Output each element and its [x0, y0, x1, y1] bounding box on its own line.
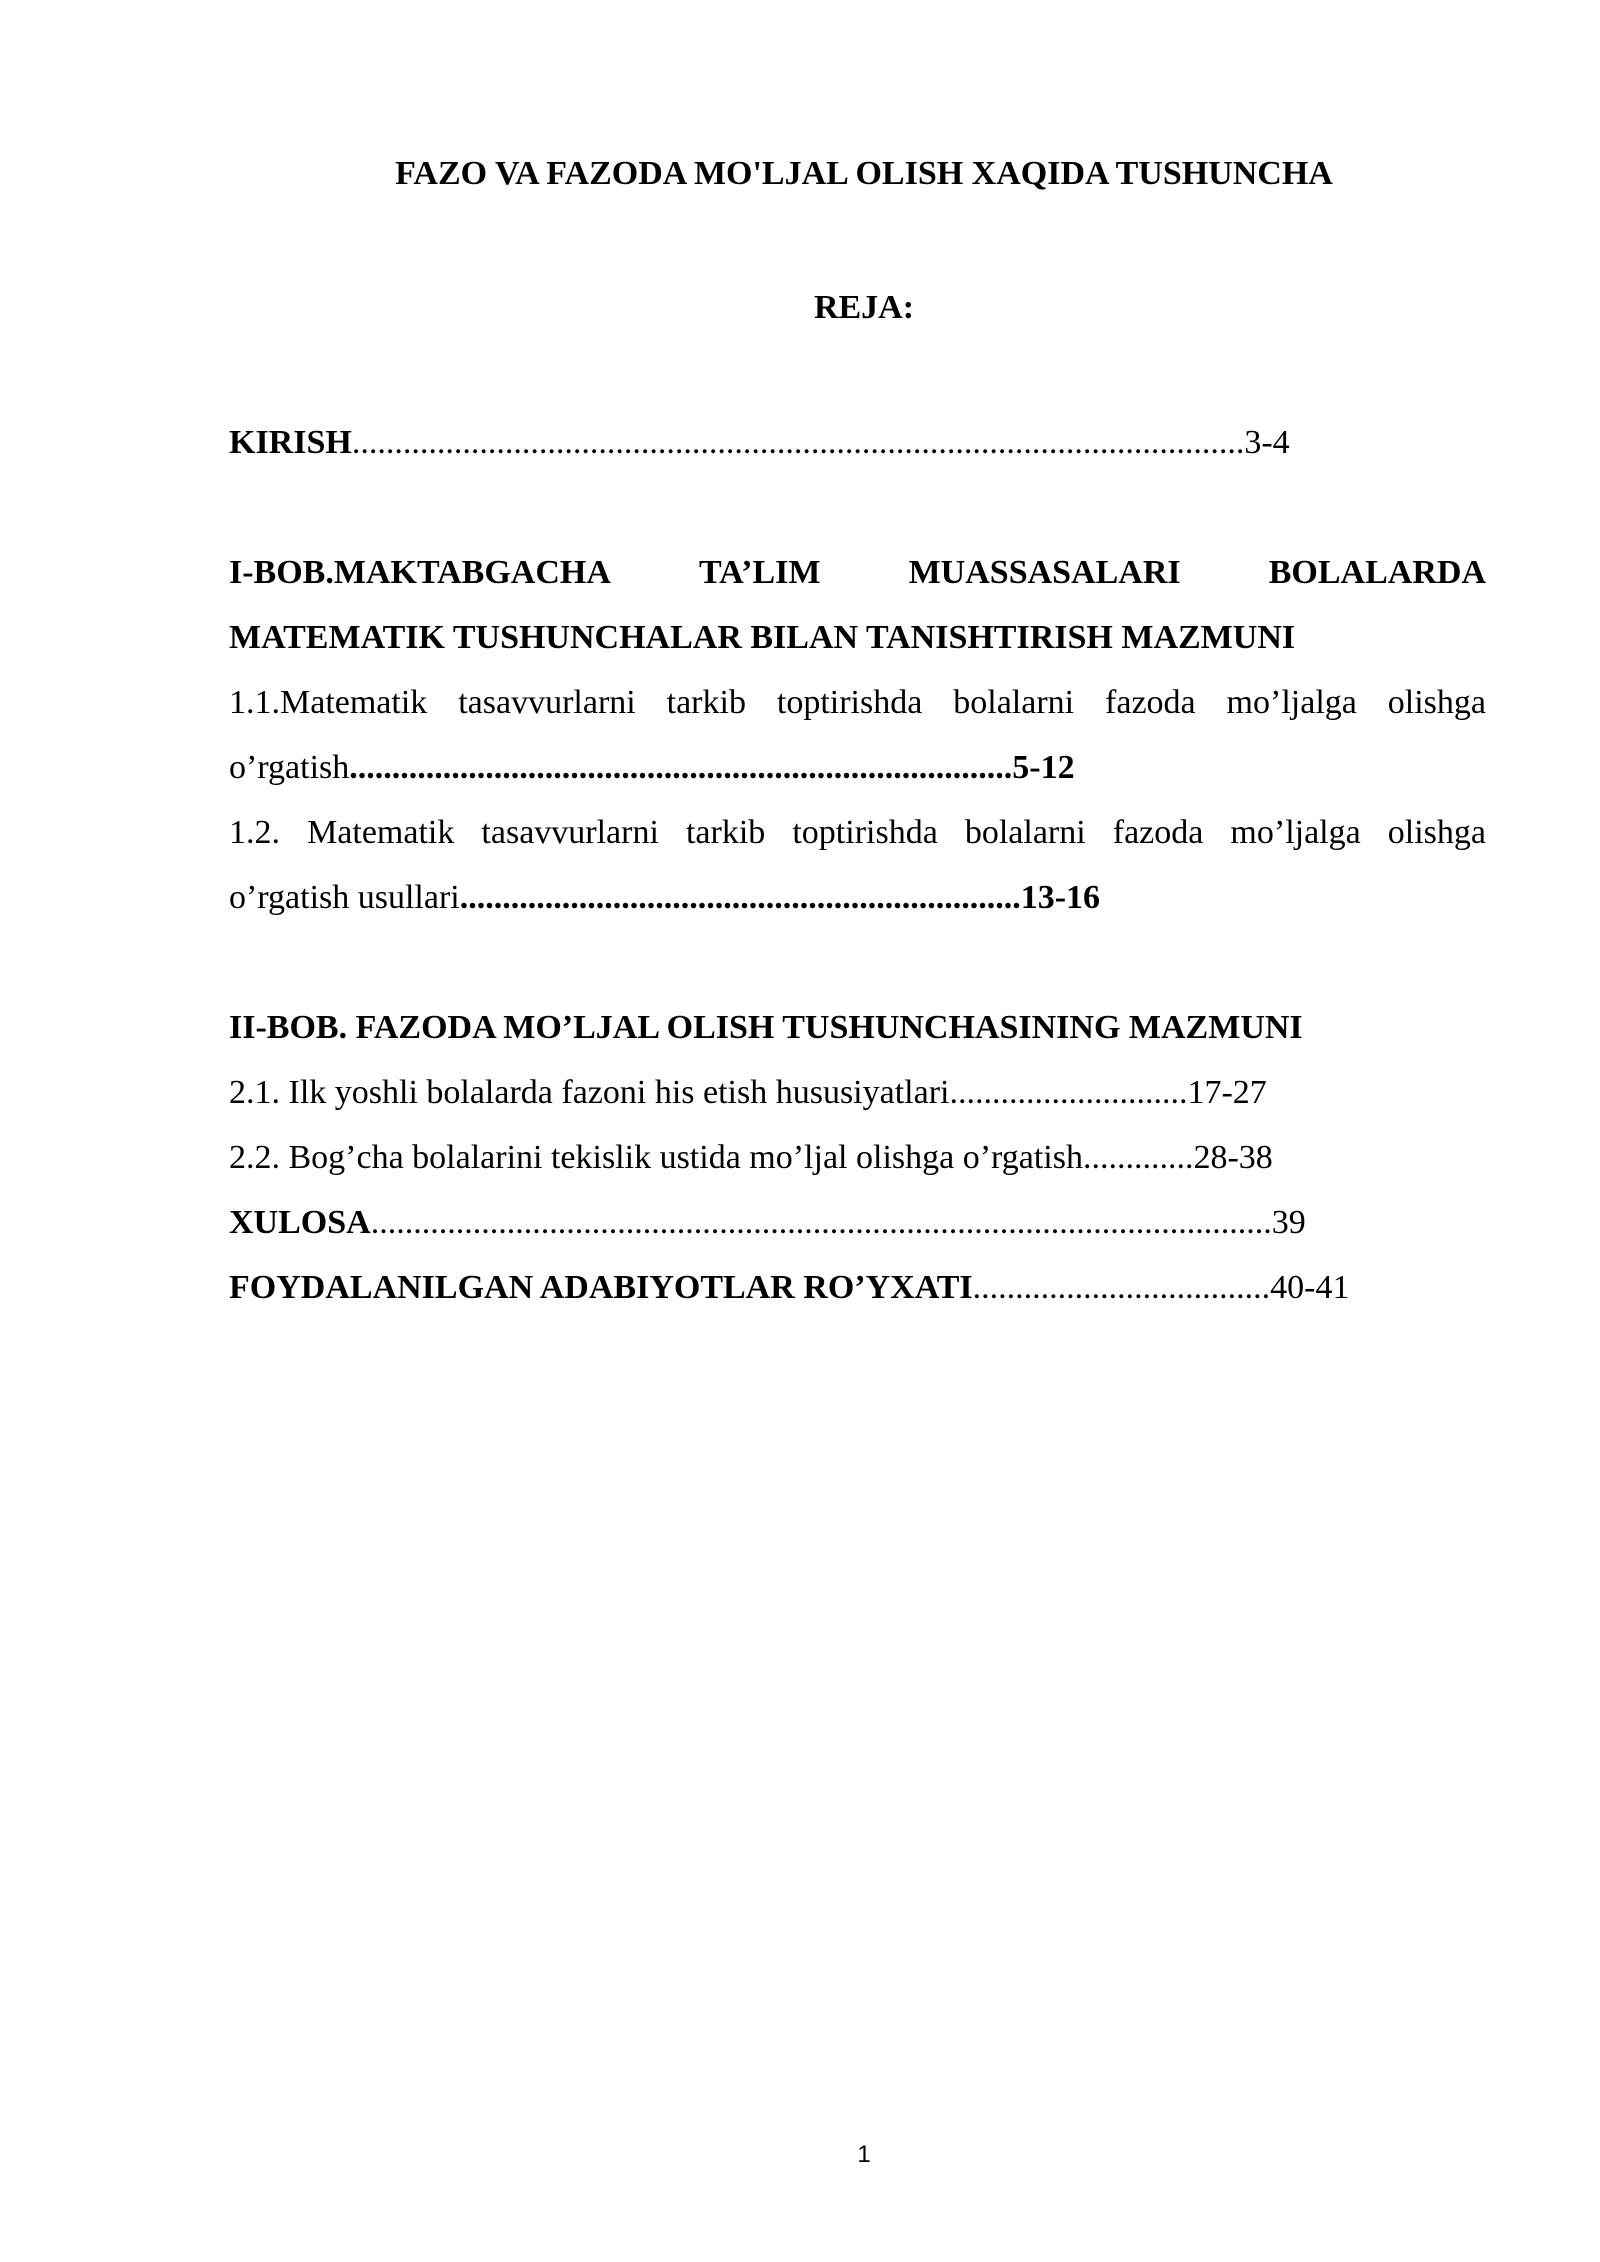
page-number: 1 — [857, 2141, 871, 2168]
toc-section-1-1-line2[interactable] — [229, 735, 1486, 800]
toc-conclusion-dots: .......................................................................................................... — [370, 1204, 1272, 1241]
chapter1-word-4: BOLALARDA — [1268, 554, 1486, 591]
toc-section-2-1-pages: 17-27 — [1187, 1074, 1267, 1111]
toc-section-2-2-pages: 28-38 — [1193, 1139, 1273, 1176]
toc-section-1-1-pages: 5-12 — [1012, 749, 1075, 786]
toc-section-2-2-dots: ............. — [1082, 1139, 1194, 1176]
toc-references-pages: 40-41 — [1270, 1269, 1350, 1306]
toc-chapter1-heading-line2[interactable]: MATEMATIK TUSHUNCHALAR BILAN TANISHTIRISH MAZMUNI — [229, 619, 1296, 656]
toc-entry-conclusion[interactable] — [229, 1190, 1486, 1255]
toc-chapter2-heading[interactable]: II-BOB. FAZODA MO’LJAL OLISH TUSHUNCHASINING MAZMUNI — [229, 1009, 1303, 1046]
toc-section-1-2-line2[interactable] — [229, 865, 1486, 930]
spacer — [229, 475, 1486, 540]
toc-references-label: FOYDALANILGAN ADABIYOTLAR RO’YXATI — [229, 1269, 973, 1306]
toc-section-2-1-dots: ............................ — [949, 1074, 1188, 1111]
toc-intro-dots: ......................................................................................................... — [351, 424, 1245, 461]
toc-section-2-2-text: 2.2. Bog’cha bolalarini tekislik ustida mo’ljal olishga o’rgatish — [229, 1139, 1083, 1176]
toc-conclusion-pages: 39 — [1271, 1204, 1306, 1241]
toc-intro-pages: 3-4 — [1244, 424, 1290, 461]
toc-section-1-1-dots: .............................................................................. — [349, 749, 1013, 786]
toc-references-dots: ................................... — [972, 1269, 1271, 1306]
chapter1-word-3: MUASSASALARI — [908, 554, 1181, 591]
table-of-contents — [229, 410, 1486, 1320]
spacer — [229, 930, 1486, 995]
toc-section-1-2-pages: 13-16 — [1020, 879, 1101, 916]
document-title: FAZO VA FAZODA MO'LJAL OLISH XAQIDA TUSHUNCHA — [395, 155, 1333, 192]
toc-conclusion-label: XULOSA — [229, 1204, 371, 1241]
toc-section-1-2-line1[interactable]: 1.2. Matematik tasavvurlarni tarkib toptirishda bolalarni fazoda mo’ljalga olishga — [229, 814, 1486, 851]
toc-entry-references[interactable] — [229, 1255, 1486, 1320]
toc-section-1-2-dots: .................................................................. — [459, 879, 1021, 916]
toc-section-2-2[interactable] — [229, 1125, 1486, 1190]
plan-heading: REJA: — [813, 289, 915, 326]
toc-section-1-1-text: o’rgatish — [229, 749, 350, 786]
chapter1-word-2: TA’LIM — [698, 554, 821, 591]
toc-intro-label: KIRISH — [229, 424, 352, 461]
chapter1-word-1: I-BOB.MAKTABGACHA — [229, 554, 611, 591]
toc-section-2-1[interactable] — [229, 1060, 1486, 1125]
toc-entry-intro[interactable] — [229, 410, 1486, 475]
toc-section-1-1-line1[interactable]: 1.1.Matematik tasavvurlarni tarkib toptirishda bolalarni fazoda mo’ljalga olishga — [229, 684, 1486, 721]
toc-section-2-1-text: 2.1. Ilk yoshli bolalarda fazoni his etish hususiyatlari — [229, 1074, 950, 1111]
toc-section-1-2-text: o’rgatish usullari — [229, 879, 460, 916]
toc-chapter1-heading-line1[interactable] — [229, 540, 1486, 605]
